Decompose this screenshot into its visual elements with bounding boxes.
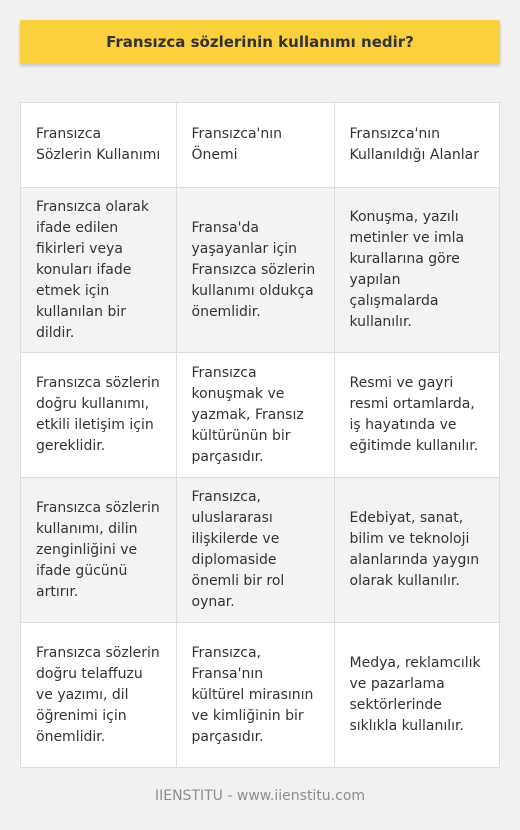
table	[21, 103, 499, 767]
header-cell: Fransızca Sözlerin Kullanımı	[21, 103, 176, 188]
table-header-row	[21, 103, 499, 188]
header-cell: Fransızca'nın Kullanıldığı Alanlar	[334, 103, 499, 188]
table-row	[21, 188, 499, 353]
table-cell: Fransızca sözlerin doğru telaffuzu ve yazımı, dil öğrenimi için önemlidir.	[21, 623, 176, 768]
table-row	[21, 478, 499, 623]
table-cell: Edebiyat, sanat, bilim ve teknoloji alanlarında yaygın olarak kullanılır.	[334, 478, 499, 623]
table-cell: Fransızca konuşmak ve yazmak, Fransız kültürünün bir parçasıdır.	[176, 353, 334, 478]
table-cell: Fransızca olarak ifade edilen fikirleri veya konuları ifade etmek için kullanılan bir dildir.	[21, 188, 176, 353]
table-cell: Fransızca sözlerin kullanımı, dilin zenginliğini ve ifade gücünü artırır.	[21, 478, 176, 623]
table-cell: Medya, reklamcılık ve pazarlama sektörlerinde sıklıkla kullanılır.	[334, 623, 499, 768]
table-cell: Resmi ve gayri resmi ortamlarda, iş hayatında ve eğitimde kullanılır.	[334, 353, 499, 478]
table-row	[21, 353, 499, 478]
table-cell: Fransa'da yaşayanlar için Fransızca sözlerin kullanımı oldukça önemlidir.	[176, 188, 334, 353]
title-banner	[20, 20, 500, 64]
table-cell: Fransızca, Fransa'nın kültürel mirasının ve kimliğinin bir parçasıdır.	[176, 623, 334, 768]
table-cell: Fransızca sözlerin doğru kullanımı, etkili iletişim için gereklidir.	[21, 353, 176, 478]
table-row	[21, 623, 499, 768]
footer-credit: IIENSTITU - www.iienstitu.com	[154, 788, 366, 804]
page-title: Fransızca sözlerinin kullanımı nedir?	[106, 33, 414, 51]
comparison-table	[20, 102, 500, 768]
header-cell: Fransızca'nın Önemi	[176, 103, 334, 188]
table-cell: Konuşma, yazılı metinler ve imla kurallarına göre yapılan çalışmalarda kullanılır.	[334, 188, 499, 353]
table-cell: Fransızca, uluslararası ilişkilerde ve diplomaside önemli bir rol oynar.	[176, 478, 334, 623]
